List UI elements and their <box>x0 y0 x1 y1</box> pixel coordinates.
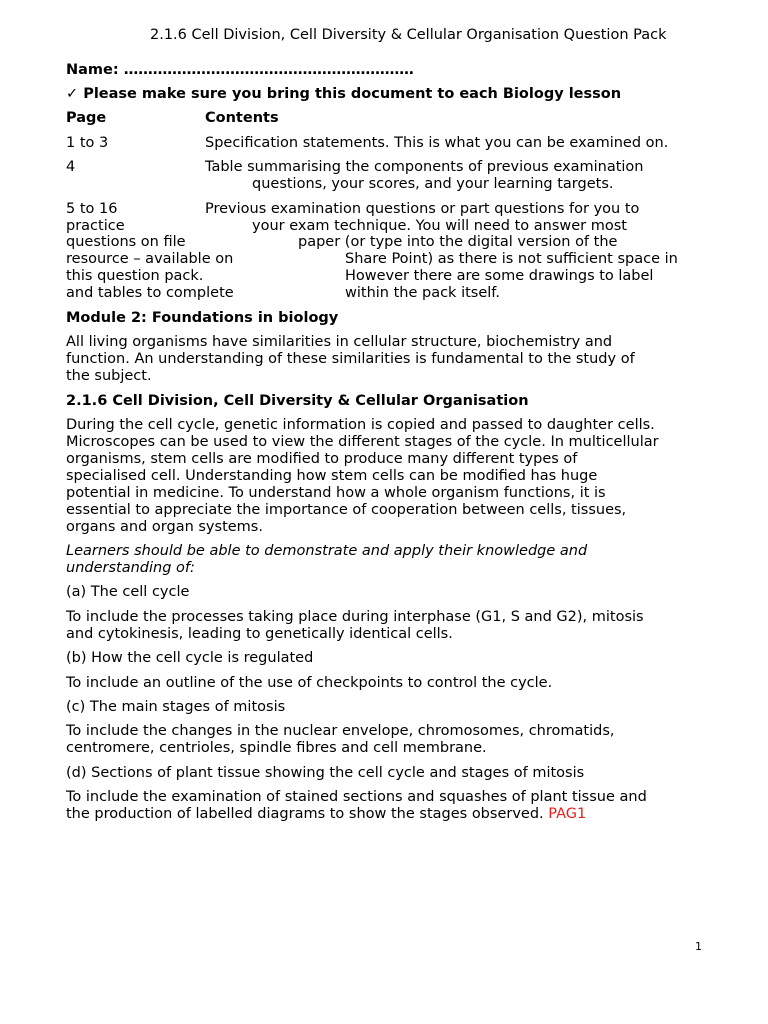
learners-intro-line: understanding of: <box>66 560 195 576</box>
page-number: 1 <box>695 940 702 953</box>
module-paragraph-line: the subject. <box>66 368 152 384</box>
contents-row-text: However there are some drawings to label <box>345 268 654 284</box>
name-line: Name: …………………………………………………… <box>66 62 414 78</box>
contents-row-page: 5 to 16 <box>66 201 118 217</box>
item-d-text-line: the production of labelled diagrams to show the stages observed. <box>66 806 544 822</box>
item-d-text: To include the examination of stained sections and squashes of plant tissue and <box>66 789 647 805</box>
contents-row-text: questions, your scores, and your learning targets. <box>252 176 614 192</box>
module-heading: Module 2: Foundations in biology <box>66 310 339 326</box>
contents-row-text: this question pack. <box>66 268 204 284</box>
contents-row-text: and tables to complete <box>66 285 234 301</box>
item-b-title: (b) How the cell cycle is regulated <box>66 650 314 666</box>
document-header-title: 2.1.6 Cell Division, Cell Diversity & Cellular Organisation Question Pack <box>150 27 667 43</box>
item-c-text: To include the changes in the nuclear envelope, chromosomes, chromatids, <box>66 723 615 739</box>
item-d-text <box>66 806 586 823</box>
contents-header-contents: Contents <box>205 110 279 126</box>
pag-tag: PAG1 <box>548 806 587 822</box>
section-paragraph-line: organisms, stem cells are modified to produce many different types of <box>66 451 578 467</box>
section-paragraph-line: potential in medicine. To understand how a whole organism functions, it is <box>66 485 606 501</box>
item-c-title: (c) The main stages of mitosis <box>66 699 286 715</box>
contents-row-text: Previous examination questions or part questions for you to <box>205 201 640 217</box>
contents-row-text: resource – available on <box>66 251 234 267</box>
section-paragraph-line: specialised cell. Understanding how stem cells can be modified has huge <box>66 468 598 484</box>
contents-row-page: 4 <box>66 159 76 175</box>
item-a-title: (a) The cell cycle <box>66 584 190 600</box>
module-paragraph-line: All living organisms have similarities in cellular structure, biochemistry and <box>66 334 613 350</box>
contents-row-text: questions on file <box>66 234 186 250</box>
contents-header-page: Page <box>66 110 107 126</box>
section-heading: 2.1.6 Cell Division, Cell Diversity & Cellular Organisation <box>66 393 529 409</box>
contents-row-text: paper (or type into the digital version of the <box>298 234 618 250</box>
contents-row-text: your exam technique. You will need to answer most <box>252 218 627 234</box>
section-paragraph-line: organs and organ systems. <box>66 519 263 535</box>
module-paragraph-line: function. An understanding of these similarities is fundamental to the study of <box>66 351 635 367</box>
contents-row-page: 1 to 3 <box>66 135 109 151</box>
contents-row-text: within the pack itself. <box>345 285 500 301</box>
contents-row-text: practice <box>66 218 125 234</box>
item-a-text: To include the processes taking place during interphase (G1, S and G2), mitosis <box>66 609 644 625</box>
contents-row-text: Table summarising the components of previous examination <box>205 159 644 175</box>
item-c-text: centromere, centrioles, spindle fibres and cell membrane. <box>66 740 487 756</box>
contents-row-text: Specification statements. This is what you can be examined on. <box>205 135 669 151</box>
section-paragraph-line: Microscopes can be used to view the different stages of the cycle. In multicellular <box>66 434 659 450</box>
section-paragraph-line: During the cell cycle, genetic information is copied and passed to daughter cells. <box>66 417 655 433</box>
section-paragraph-line: essential to appreciate the importance of cooperation between cells, tissues, <box>66 502 627 518</box>
item-d-title: (d) Sections of plant tissue showing the cell cycle and stages of mitosis <box>66 765 585 781</box>
reminder-text: ✓ Please make sure you bring this document to each Biology lesson <box>66 86 622 102</box>
contents-row-text: Share Point) as there is not sufficient space in <box>345 251 678 267</box>
learners-intro-line: Learners should be able to demonstrate and apply their knowledge and <box>66 543 588 559</box>
item-b-text: To include an outline of the use of checkpoints to control the cycle. <box>66 675 553 691</box>
item-a-text: and cytokinesis, leading to genetically identical cells. <box>66 626 453 642</box>
